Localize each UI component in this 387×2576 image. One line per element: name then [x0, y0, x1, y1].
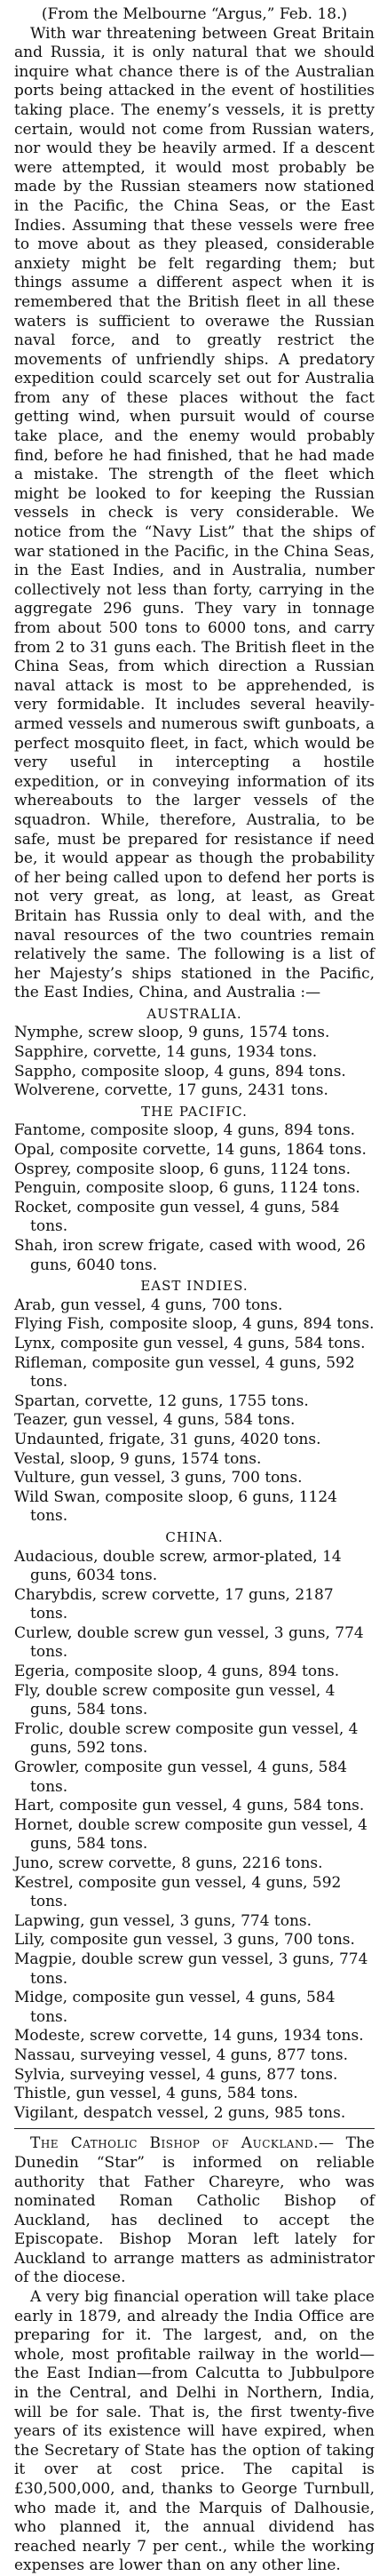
article-paragraph: With war threatening between Great Britain and Russia, it is only natural that we should inquire what chance there is of the Australian ports being attacked in the event of hostilities taking place. The enemy’s vessels, it is pretty certain, would not come from Russian waters, nor would they be heavily armed. If a descent were attempted, it would most probably be made by the Russian steamers now stationed in the Pacific, the China Seas, or the East Indies. Assuming that these vessels were free to move about as they pleased, considerable anxiety might be felt regarding them; but things assume a different aspect when it is remembered that the British fleet in all these waters is sufficient to overawe the Russian naval force, and to greatly restrict the movements of unfriendly ships. A predatory expedition could scarcely set out for Australia from any of these places without the fact getting wind, when pursuit would of course take place, and the enemy would probably find, before he had finished, that he had made a mistake. The strength of the fleet which might be looked to for keeping the Russian vessels in check is very considerable. We notice from the “Navy List” that the ships of war stationed in the Pacific, in the China Seas, in the East Indies, and in Australia, number collectively not less than forty, carrying in the aggregate 296 guns. They vary in tonnage from about 500 tons to 6000 tons, and carry from 2 to 31 guns each. The British fleet in the China Seas, from which direction a Russian naval attack is most to be apprehended, is very formidable. It includes several heavily-armed vessels and numerous swift gunboats, a perfect mosquito fleet, in fact, which would be very useful in intercepting a hostile expedition, or in conveying information of its whereabouts to the larger vessels of the squadron. While, therefore, Australia, to be safe, must be prepared for resistance if need be, it would appear as though the probability of her being called upon to defend her ports is not very great, as long, at least, as Great Britain has Russia only to deal with, and the naval resources of the two countries remain relatively the same. The following is a list of her Majesty’s ships stationed in the Pacific, the East Indies, China, and Australia :—	[14, 24, 375, 1002]
ship-entry: Nassau, surveying vessel, 4 guns, 877 tons.	[14, 2046, 349, 2064]
ship-entry: Opal, composite corvette, 14 guns, 1864 tons.	[14, 1141, 367, 1160]
ship-entry: Juno, screw corvette, 8 guns, 2216 tons.	[14, 1854, 323, 1872]
ship-entry: Vestal, sloop, 9 guns, 1574 tons.	[14, 1449, 262, 1468]
section-heading: AUSTRALIA.	[146, 1005, 242, 1022]
ship-entry: Frolic, double screw composite gun vessel, 4 guns, 592 tons.	[14, 1719, 359, 1758]
fleet-section-australia	[14, 1005, 375, 1101]
ship-entry: Undaunted, frigate, 31 guns, 4020 tons.	[14, 1430, 321, 1448]
ship-entry: Lily, composite gun vessel, 3 guns, 700 tons.	[14, 1931, 355, 1950]
source-line: (From the Melbourne “Argus,” Feb. 18.)	[41, 5, 348, 23]
ship-entry: Sylvia, surveying vessel, 4 guns, 877 tons.	[14, 2065, 338, 2084]
ship-entry: Fly, double screw composite gun vessel, 4 guns, 584 tons.	[14, 1681, 336, 1719]
fleet-section-china	[14, 1528, 375, 2123]
ship-entry: Rocket, composite gun vessel, 4 guns, 584 tons.	[14, 1198, 340, 1236]
article-paragraph: A very big financial operation will take place early in 1879, and already the India Office are preparing for it. The largest, and, on the whole, most profitable railway in the world—the East Indian—from Calcutta to Jubbulpore in the Central, and Delhi in Northern, India, will be for sale. That is, the first twenty-five years of its existence will have expired, when the Secretary of State has the option of taking it over at cost price. The capital is £30,500,000, and, thanks to George Turnbull, who made it, and the Marquis of Dalhousie, who planned it, the annual dividend has reached nearly 7 per cent., while the working expenses are lower than on any other line.	[14, 2288, 375, 2575]
ship-entry: Shah, iron screw frigate, cased with wood, 26 guns, 6040 tons.	[14, 1237, 366, 1274]
article-paragraph	[14, 2134, 375, 2288]
article-lead-heading: The Catholic Bishop of Auckland.—	[30, 2134, 335, 2153]
section-heading: CHINA.	[165, 1528, 224, 1545]
ship-entry: Arab, gun vessel, 4 guns, 700 tons.	[14, 1296, 283, 1314]
ship-entry: Hornet, double screw composite gun vessel, 4 guns, 584 tons.	[14, 1815, 367, 1854]
ship-entry: Curlew, double screw gun vessel, 3 guns, 774 tons.	[14, 1623, 364, 1662]
ship-entry: Flying Fish, composite sloop, 4 guns, 894 tons.	[14, 1315, 375, 1334]
ship-entry: Teazer, gun vessel, 4 guns, 584 tons.	[14, 1411, 296, 1430]
ship-entry: Thistle, gun vessel, 4 guns, 584 tons.	[14, 2085, 298, 2103]
ship-entry: Wild Swan, composite sloop, 6 guns, 1124 tons.	[14, 1487, 337, 1526]
ship-entry: Spartan, corvette, 12 guns, 1755 tons.	[14, 1392, 309, 1410]
ship-entry: Penguin, composite sloop, 6 guns, 1124 tons.	[14, 1179, 360, 1198]
ship-entry: Audacious, double screw, armor-plated, 14 guns, 6034 tons.	[14, 1547, 342, 1585]
ship-entry: Sapphire, corvette, 14 guns, 1934 tons.	[14, 1043, 318, 1062]
ship-entry: Wolverene, corvette, 17 guns, 2431 tons.	[14, 1081, 328, 1100]
ship-entry: Fantome, composite sloop, 4 guns, 894 tons.	[14, 1121, 356, 1140]
section-divider	[14, 2128, 375, 2129]
section-heading: THE PACIFIC.	[141, 1103, 248, 1120]
ship-entry: Midge, composite gun vessel, 4 guns, 584 tons.	[14, 1989, 336, 2026]
fleet-section-east-indies	[14, 1277, 375, 1527]
fleet-section-pacific	[14, 1103, 375, 1275]
article-text: The Dunedin “Star” is informed on reliable authority that Father Chareyre, who was nominated Roman Catholic Bishop of Auckland, has declined to accept the Episcopate. Bishop Moran left lately for Auckland to arrange matters as administrator of the diocese.	[14, 2134, 375, 2287]
ship-entry: Sappho, composite sloop, 4 guns, 894 tons.	[14, 1062, 346, 1081]
section-heading: EAST INDIES.	[140, 1278, 249, 1295]
ship-entry: Hart, composite gun vessel, 4 guns, 584 tons.	[14, 1797, 365, 1815]
ship-entry: Kestrel, composite gun vessel, 4 guns, 592 tons.	[14, 1873, 342, 1911]
ship-entry: Rifleman, composite gun vessel, 4 guns, 592 tons.	[14, 1353, 355, 1392]
fleet-list	[14, 1005, 375, 2123]
ship-entry: Charybdis, screw corvette, 17 guns, 2187 tons.	[14, 1585, 334, 1623]
ship-entry: Lapwing, gun vessel, 3 guns, 774 tons.	[14, 1911, 312, 1930]
ship-entry: Lynx, composite gun vessel, 4 guns, 584 tons.	[14, 1334, 366, 1352]
ship-entry: Growler, composite gun vessel, 4 guns, 584 tons.	[14, 1759, 348, 1796]
ship-entry: Egeria, composite sloop, 4 guns, 894 tons.	[14, 1663, 340, 1681]
ship-entry: Vulture, gun vessel, 3 guns, 700 tons.	[14, 1469, 303, 1487]
ship-entry: Vigilant, despatch vessel, 2 guns, 985 tons.	[14, 2103, 346, 2122]
ship-entry: Osprey, composite sloop, 6 guns, 1124 tons.	[14, 1160, 351, 1178]
ship-entry: Modeste, screw corvette, 14 guns, 1934 tons.	[14, 2027, 364, 2046]
ship-entry: Nymphe, screw sloop, 9 guns, 1574 tons.	[14, 1024, 330, 1042]
ship-entry: Magpie, double screw gun vessel, 3 guns, 774 tons.	[14, 1950, 368, 1988]
